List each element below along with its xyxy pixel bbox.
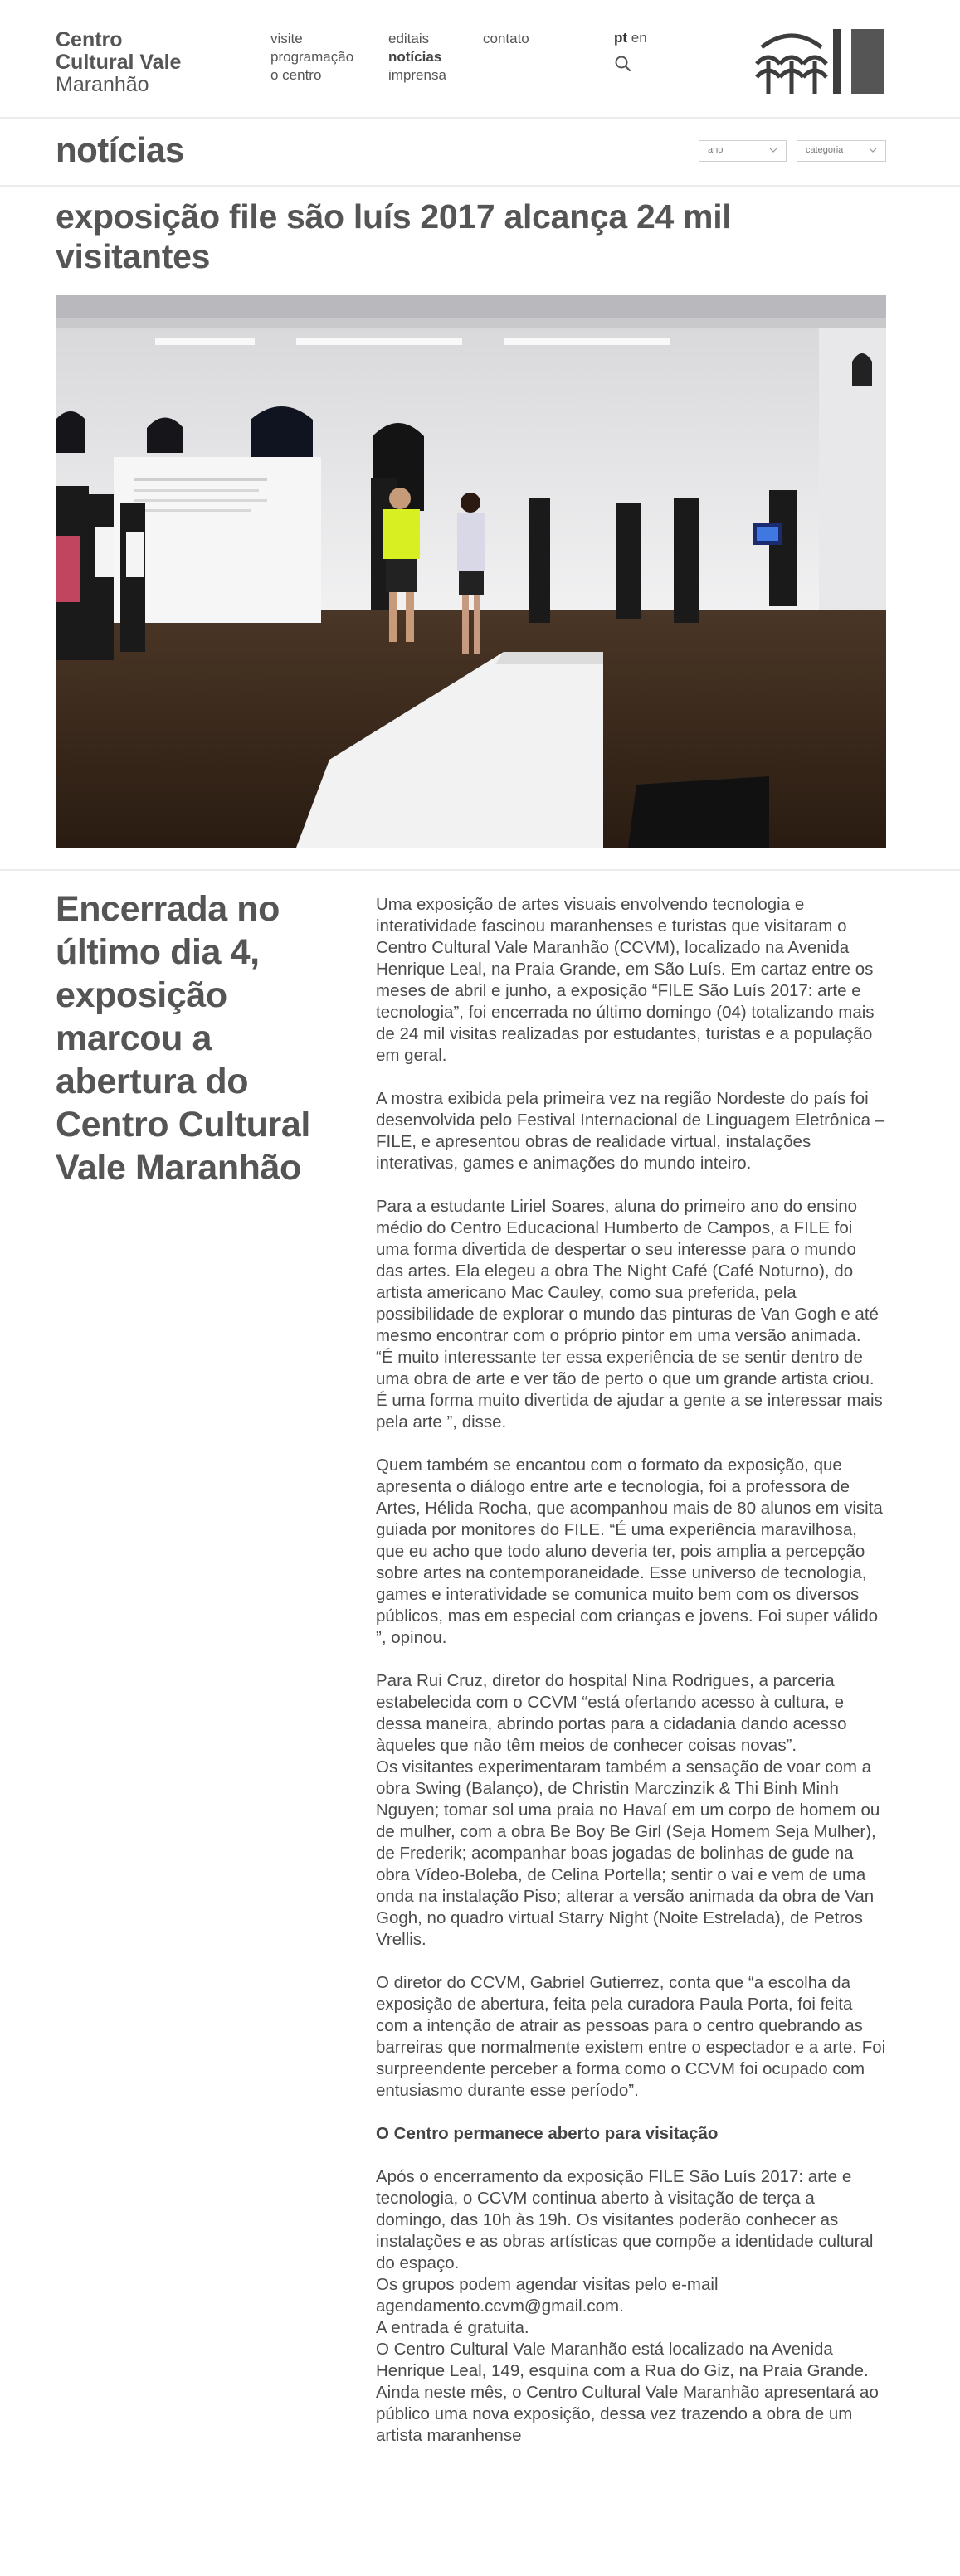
nav-link-noticias[interactable]: notícias (388, 49, 442, 65)
nav-link-contato[interactable]: contato (483, 31, 529, 46)
language-switcher (614, 30, 647, 46)
paragraph-text: A entrada é gratuita. (376, 2318, 529, 2337)
lang-pt[interactable]: pt (614, 30, 628, 46)
year-filter-value: ano (708, 145, 724, 155)
quote-text: “É muito interessante ter essa experiência de se sentir dentro de uma obra de arte e ver tão de perto o que um grande artista criou. É uma forma muito divertida de ajudar a gente a se interessar mais pela arte ”, disse. (376, 1348, 883, 1431)
paragraph (376, 1670, 888, 1951)
paragraph (376, 2166, 888, 2447)
paragraph-text: Os visitantes experimentaram também a sensação de voar com a obra Swing (Balanço), de Christin Marczinzik & Thi Binh Minh Nguyen; tomar sol uma praia no Havaí em um corpo de homem ou de mulher, com a obra Be Boy Be Girl (Seja Homem Seja Mulher), de Frederik; acompanhar boas jogadas de bolinhas de gude na obra Vídeo-Boleba, de Celina Portella; sentir o vai e vem de uma onda na instalação Piso; alterar a versão animada da obra de Van Gogh, no quadro virtual Starry Night (Noite Estrelada), de Petros Vrellis. (376, 1757, 880, 1949)
exhibition-photo-image (56, 295, 886, 848)
contact-email-text[interactable]: Os grupos podem agendar visitas pelo e-mail agendamento.ccvm@gmail.com. (376, 2275, 719, 2316)
paragraph-text: Para a estudante Liriel Soares, aluna do primeiro ano do ensino médio do Centro Educacional Humberto de Campos, a FILE foi uma forma divertida de despertar o seu interesse para o mundo das artes. Ela elegeu a obra The Night Café (Café Noturno), do artista americano Mac Cauley, como sua preferida, pela possibilidade de explorar o mundo das pinturas de Van Gogh e até mesmo encontrar com o próprio pintor em uma versão animada. (376, 1197, 879, 1345)
nav-link-visite[interactable]: visite (270, 31, 303, 46)
category-filter-select[interactable] (797, 140, 886, 162)
nav-link-o-centro[interactable]: o centro (270, 67, 322, 83)
article-title: exposição file são luís 2017 alcança 24 mil visitantes (56, 197, 732, 275)
year-filter-select[interactable] (699, 140, 787, 162)
ccvm-arches-logo-icon[interactable] (753, 27, 886, 95)
site-header (0, 0, 960, 119)
article-photo (56, 295, 886, 848)
section-bar (0, 119, 960, 187)
nav-column-1 (270, 30, 353, 85)
paragraph (376, 1196, 888, 1433)
paragraph (376, 1455, 888, 1649)
category-filter-value: categoria (806, 145, 844, 155)
chevron-down-icon (869, 146, 877, 154)
logo-line-2: Cultural Vale (56, 51, 182, 74)
article-body (376, 894, 888, 2468)
paragraph (376, 1088, 888, 1174)
paragraph-text: Uma exposição de artes visuais envolvendo tecnologia e interatividade fascinou maranhenses e turistas que visitaram o Centro Cultural Vale Maranhão (CCVM), localizado na Avenida Henrique Leal, na Praia Grande, em São Luís. Em cartaz entre os meses de abril e junho, a exposição “FILE São Luís 2017: arte e tecnologia”, foi encerrada no último domingo (04) totalizando mais de 24 mil visitas realizadas por estudantes, turistas e a população em geral. (376, 895, 875, 1065)
section-heading: O Centro permanece aberto para visitação (376, 2124, 719, 2143)
paragraph (376, 1972, 888, 2102)
nav-link-programacao[interactable]: programação (270, 49, 354, 65)
search-icon[interactable] (614, 55, 632, 73)
logo-line-1: Centro (56, 28, 123, 51)
paragraph-text: Após o encerramento da exposição FILE São Luís 2017: arte e tecnologia, o CCVM continua aberto à visitação de terça a domingo, das 10h às 19h. Os visitantes poderão conhecer as instalações e as obras artísticas que compõe a identidade cultural do espaço. (376, 2167, 874, 2272)
lang-en[interactable]: en (631, 30, 647, 46)
section-title: notícias (56, 130, 184, 169)
article-subtitle: Encerrada no último dia 4, exposição marcou a abertura do Centro Cultural Vale Maranhão (56, 889, 310, 1188)
chevron-down-icon (769, 146, 777, 154)
paragraph (376, 894, 888, 1067)
paragraph-text: O diretor do CCVM, Gabriel Gutierrez, conta que “a escolha da exposição de abertura, feita pela curadora Paula Porta, foi feita com a intenção de atrair as pessoas para o centro quebrando as barreiras que normalmente existem entre o espectador e a arte. Foi surpreendente perceber a forma como o CCVM foi ocupado com entusiasmo durante esse período”. (376, 1973, 886, 2100)
nav-column-2 (388, 30, 446, 85)
content-divider (0, 869, 960, 871)
site-logo[interactable] (56, 29, 181, 96)
address-text: O Centro Cultural Vale Maranhão está localizado na Avenida Henrique Leal, 149, esquina com a Rua do Giz, na Praia Grande. (376, 2340, 869, 2380)
paragraph-text: A mostra exibida pela primeira vez na região Nordeste do país foi desenvolvida pelo Festival Internacional de Linguagem Eletrônica – FILE, e apresentou obras de realidade virtual, instalações interativas, games e animações do mundo inteiro. (376, 1089, 885, 1173)
nav-link-editais[interactable]: editais (388, 31, 430, 46)
logo-line-3: Maranhão (56, 73, 149, 96)
paragraph-text: Para Rui Cruz, diretor do hospital Nina Rodrigues, a parceria estabelecida com o CCVM “está ofertando acesso à cultura, e dessa maneira, abrindo portas para a cidadania dando acesso àqueles que não têm meios de conhecer coisas novas”. (376, 1671, 847, 1755)
paragraph-text: Quem também se encantou com o formato da exposição, que apresenta o diálogo entre arte e tecnologia, foi a professora de Artes, Hélida Rocha, que acompanhou mais de 80 alunos em visita guiada por monitores do FILE. “É uma experiência maravilhosa, que eu acho que todo aluno deveria ter, pois amplia a percepção sobre artes na contemporaneidade. Esse universo de tecnologia, games e interatividade se comunica muito bem com os diversos públicos, mas em especial com crianças e jovens. Foi super válido ”, opinou. (376, 1456, 883, 1647)
paragraph-text: Ainda neste mês, o Centro Cultural Vale Maranhão apresentará ao público uma nova exposição, dessa vez trazendo a obra de um artista maranhense (376, 2383, 879, 2445)
nav-column-3 (483, 30, 529, 48)
nav-link-imprensa[interactable]: imprensa (388, 67, 446, 83)
